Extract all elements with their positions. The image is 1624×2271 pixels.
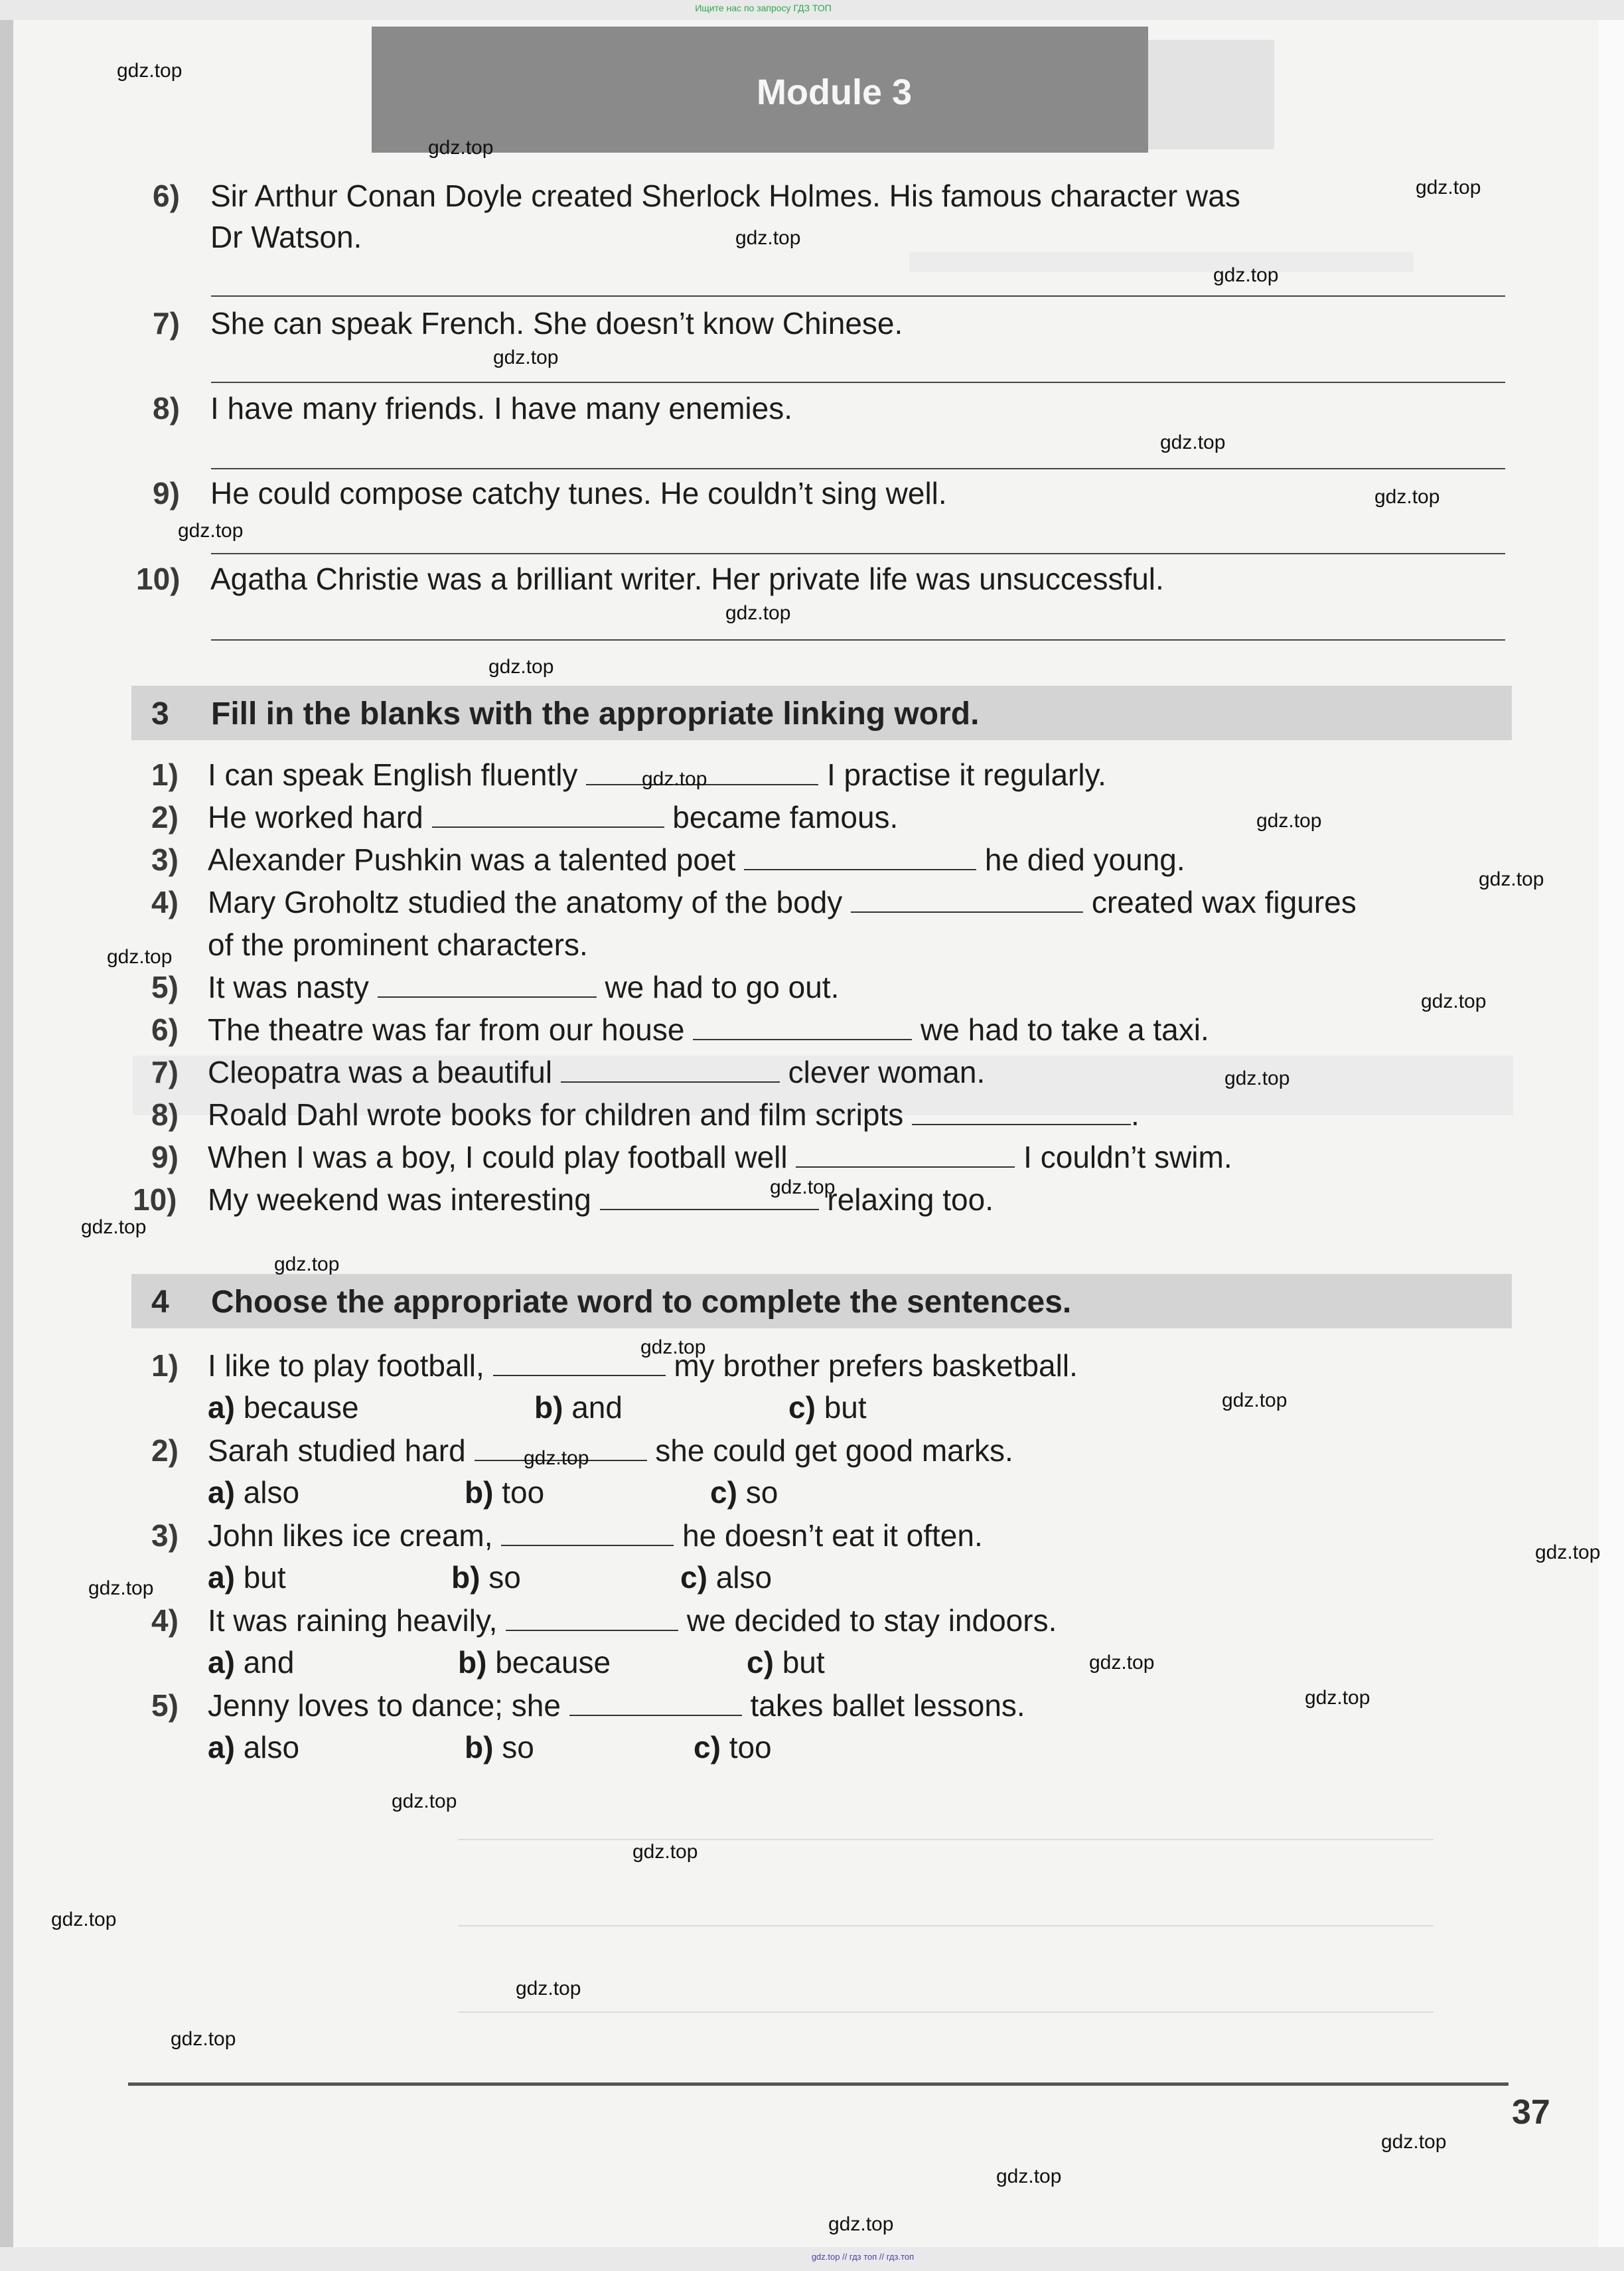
item-number: 8)	[151, 1097, 179, 1132]
blank-field[interactable]	[378, 970, 597, 998]
answer-line[interactable]	[211, 553, 1505, 554]
blank-field[interactable]	[501, 1518, 674, 1546]
watermark: gdz.top	[725, 602, 791, 624]
watermark: gdz.top	[828, 2213, 894, 2235]
watermark: gdz.top	[1535, 1541, 1601, 1563]
watermark: gdz.top	[1256, 810, 1322, 832]
watermark: gdz.top	[735, 227, 801, 249]
item-number: 4)	[151, 1603, 179, 1638]
sentence-text: of the prominent characters.	[208, 927, 588, 962]
sentence-text: Sarah studied hard she could get good marks.	[208, 1433, 1013, 1468]
watermark: gdz.top	[1160, 431, 1226, 453]
watermark: gdz.top	[81, 1216, 147, 1238]
blank-field[interactable]	[569, 1688, 742, 1716]
option-c[interactable]: c) so	[710, 1475, 778, 1510]
sentence-text: Mary Groholtz studied the anatomy of the body created wax figures	[208, 885, 1357, 919]
option-c[interactable]: c) but	[788, 1390, 867, 1425]
workbook-page	[0, 20, 1611, 2247]
item-number: 7)	[151, 1055, 179, 1089]
watermark: gdz.top	[51, 1909, 117, 1930]
watermark: gdz.top	[274, 1253, 340, 1275]
watermark: gdz.top	[642, 768, 707, 790]
watermark: gdz.top	[117, 60, 183, 82]
item-number: 1)	[151, 757, 179, 792]
item-number: 6)	[153, 179, 180, 213]
item-number: 1)	[151, 1348, 179, 1383]
module-title: Module 3	[757, 72, 913, 112]
sentence-text: Cleopatra was a beautiful clever woman.	[208, 1055, 986, 1089]
item-number: 5)	[151, 970, 179, 1004]
watermark: gdz.top	[1224, 1067, 1290, 1089]
item-number: 7)	[153, 306, 180, 341]
option-b[interactable]: b) so	[465, 1730, 534, 1764]
option-a[interactable]: a) because	[208, 1390, 359, 1425]
watermark: gdz.top	[107, 946, 173, 968]
section-title: Choose the appropriate word to complete the sentences.	[211, 1285, 1072, 1320]
watermark: gdz.top	[996, 2165, 1062, 2187]
sentence-text: Alexander Pushkin was a talented poet he died young.	[208, 842, 1185, 877]
blank-field[interactable]	[796, 1140, 1015, 1168]
sentence-text: It was nasty we had to go out.	[208, 970, 840, 1004]
watermark: gdz.top	[178, 520, 244, 542]
blank-field[interactable]	[744, 842, 976, 870]
option-a[interactable]: a) and	[208, 1645, 295, 1680]
option-b[interactable]: b) because	[458, 1645, 611, 1680]
sentence-text: I have many friends. I have many enemies.	[210, 391, 792, 426]
item-number: 10)	[133, 1182, 177, 1217]
bleed-through-line	[458, 1925, 1434, 1926]
sentence-text: It was raining heavily, we decided to stay indoors.	[208, 1603, 1057, 1638]
item-number: 3)	[151, 1518, 179, 1553]
answer-line[interactable]	[211, 295, 1505, 297]
blank-field[interactable]	[693, 1012, 912, 1040]
watermark: gdz.top	[1421, 990, 1487, 1012]
watermark: gdz.top	[1381, 2131, 1447, 2153]
option-c[interactable]: c) but	[747, 1645, 825, 1680]
watermark: gdz.top	[632, 1841, 698, 1863]
option-b[interactable]: b) so	[451, 1560, 521, 1595]
watermark: gdz.top	[1213, 264, 1279, 286]
answer-line[interactable]	[211, 639, 1505, 641]
footer-rule	[128, 2082, 1509, 2086]
option-a[interactable]: a) also	[208, 1475, 300, 1510]
watermark: gdz.top	[640, 1336, 706, 1358]
sentence-text: Dr Watson.	[210, 220, 362, 254]
watermark: gdz.top	[171, 2028, 236, 2050]
section-title: Fill in the blanks with the appropriate linking word.	[211, 696, 980, 732]
bleed-through-line	[458, 2011, 1434, 2013]
watermark: gdz.top	[88, 1577, 154, 1599]
sentence-text: Roald Dahl wrote books for children and film scripts .	[208, 1097, 1140, 1132]
banner-ghost-box	[1148, 40, 1274, 149]
watermark: gdz.top	[1089, 1652, 1155, 1674]
item-number: 10)	[136, 562, 181, 596]
watermark: gdz.top	[1222, 1389, 1288, 1411]
item-number: 2)	[151, 1433, 179, 1468]
option-c[interactable]: c) also	[680, 1560, 773, 1595]
section-number: 4	[151, 1285, 169, 1320]
option-c[interactable]: c) too	[694, 1730, 772, 1764]
item-number: 5)	[151, 1688, 179, 1723]
blank-field[interactable]	[506, 1603, 678, 1631]
bottom-note: gdz.top // гдз топ // гдз.топ	[811, 2252, 915, 2262]
blank-field[interactable]	[493, 1348, 666, 1376]
option-b[interactable]: b) too	[465, 1475, 545, 1510]
sentence-text: When I was a boy, I could play football well I couldn’t swim.	[208, 1140, 1232, 1174]
sentence-text: He could compose catchy tunes. He couldn’t sing well.	[210, 476, 947, 510]
option-a[interactable]: a) also	[208, 1730, 300, 1764]
page-number: 37	[1512, 2093, 1550, 2132]
watermark: gdz.top	[1479, 868, 1544, 890]
sentence-text: She can speak French. She doesn’t know Chinese.	[210, 306, 903, 341]
item-number: 8)	[153, 391, 180, 426]
item-number: 9)	[151, 1140, 179, 1174]
sentence-text: Agatha Christie was a brilliant writer. Her private life was unsuccessful.	[210, 562, 1164, 596]
watermark: gdz.top	[493, 347, 559, 368]
item-number: 6)	[151, 1012, 179, 1047]
page-edge	[1598, 20, 1624, 2247]
section-number: 3	[151, 696, 169, 732]
option-b[interactable]: b) and	[534, 1390, 623, 1425]
item-number: 4)	[151, 885, 179, 919]
blank-field[interactable]	[851, 885, 1083, 913]
item-number: 2)	[151, 800, 179, 834]
blank-field[interactable]	[432, 800, 664, 828]
answer-line[interactable]	[211, 468, 1505, 469]
sentence-text: Sir Arthur Conan Doyle created Sherlock Holmes. His famous character was	[210, 179, 1240, 213]
option-a[interactable]: a) but	[208, 1560, 286, 1595]
watermark: gdz.top	[1305, 1687, 1370, 1709]
watermark: gdz.top	[1416, 177, 1481, 198]
sentence-text: My weekend was interesting relaxing too.	[208, 1182, 994, 1217]
item-number: 9)	[153, 476, 180, 510]
sentence-text: He worked hard became famous.	[208, 800, 899, 834]
top-search-note: Ищите нас по запросу ГДЗ ТОП	[695, 3, 832, 13]
item-number: 3)	[151, 842, 179, 877]
watermark: gdz.top	[770, 1176, 836, 1198]
watermark: gdz.top	[488, 656, 554, 678]
sentence-text: The theatre was far from our house we had to take a taxi.	[208, 1012, 1209, 1047]
blank-field[interactable]	[912, 1097, 1131, 1125]
watermark: gdz.top	[392, 1790, 457, 1812]
blank-field[interactable]	[561, 1055, 780, 1083]
sentence-text: I like to play football, my brother prefers basketball.	[208, 1348, 1078, 1383]
watermark: gdz.top	[428, 137, 494, 159]
sentence-text: Jenny loves to dance; she takes ballet lessons.	[208, 1688, 1025, 1723]
sentence-text: John likes ice cream, he doesn’t eat it often.	[208, 1518, 983, 1553]
bleed-through-line	[458, 1839, 1434, 1840]
sentence-text: I can speak English fluently I practise it regularly.	[208, 757, 1106, 792]
watermark: gdz.top	[524, 1447, 589, 1469]
answer-line[interactable]	[211, 382, 1505, 383]
watermark: gdz.top	[1374, 486, 1440, 508]
watermark: gdz.top	[516, 1978, 581, 1999]
bleed-through-box	[909, 252, 1414, 272]
